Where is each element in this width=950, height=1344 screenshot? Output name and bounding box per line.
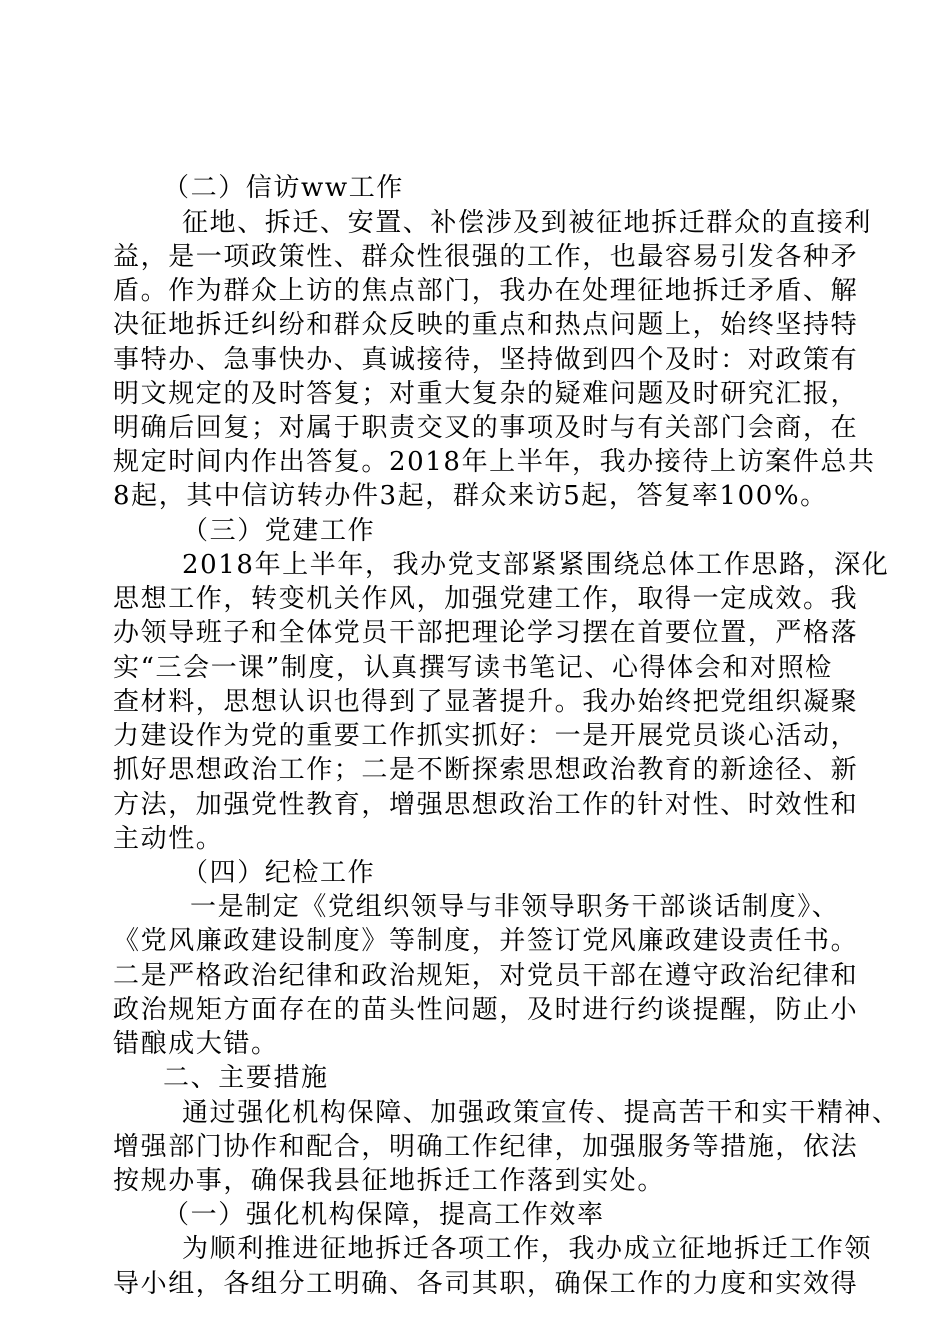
paragraph-line: 主动性。	[113, 824, 224, 854]
paragraph-line: 2018年上半年，我办党支部紧紧围绕总体工作思路，深化	[182, 550, 890, 580]
paragraph-line: 力建设作为党的重要工作抓实抓好：一是开展党员谈心活动，	[113, 721, 859, 751]
paragraph-line: 增强部门协作和配合，明确工作纪律，加强服务等措施，依法	[113, 1132, 859, 1162]
paragraph-line: 通过强化机构保障、加强政策宣传、提高苦干和实干精神、	[182, 1098, 900, 1128]
paragraph-line: 益，是一项政策性、群众性很强的工作，也最容易引发各种矛	[113, 242, 859, 272]
paragraph-line: 规定时间内作出答复。2018年上半年，我办接待上访案件总共	[113, 447, 876, 477]
heading-strengthen-institutions: （一）强化机构保障，提高工作效率	[163, 1200, 605, 1230]
paragraph-line: 明文规定的及时答复；对重大复杂的疑难问题及时研究汇报，	[113, 379, 859, 409]
paragraph-line: 盾。作为群众上访的焦点部门，我办在处理征地拆迁矛盾、解	[113, 276, 859, 306]
heading-party-building: （三）党建工作	[182, 516, 376, 546]
paragraph-line: 一是制定《党组织领导与非领导职务干部谈话制度》、	[190, 892, 840, 922]
paragraph-line: 明确后回复；对属于职责交叉的事项及时与有关部门会商，在	[113, 413, 859, 443]
paragraph-line: 查材料，思想认识也得到了显著提升。我办始终把党组织凝聚	[113, 687, 859, 717]
paragraph-line: 导小组，各组分工明确、各司其职，确保工作的力度和实效得	[113, 1269, 859, 1299]
paragraph-line: 思想工作，转变机关作风，加强党建工作，取得一定成效。我	[113, 584, 859, 614]
paragraph-line: 错酿成大错。	[113, 1029, 279, 1059]
paragraph-line: 为顺利推进征地拆迁各项工作，我办成立征地拆迁工作领	[182, 1234, 873, 1264]
paragraph-line: 实“三会一课”制度，认真撰写读书笔记、心得体会和对照检	[113, 653, 833, 683]
paragraph-line: 办领导班子和全体党员干部把理论学习摆在首要位置，严格落	[113, 618, 859, 648]
heading-discipline-inspection: （四）纪检工作	[182, 858, 376, 888]
paragraph-line: 抓好思想政治工作；二是不断探索思想政治教育的新途径、新	[113, 755, 859, 785]
paragraph-line: 方法，加强党性教育，增强思想政治工作的针对性、时效性和	[113, 790, 859, 820]
paragraph-line: 按规办事，确保我县征地拆迁工作落到实处。	[113, 1166, 666, 1196]
paragraph-line: 决征地拆迁纠纷和群众反映的重点和热点问题上，始终坚持特	[113, 310, 859, 340]
paragraph-line: 二是严格政治纪律和政治规矩，对党员干部在遵守政治纪律和	[113, 961, 859, 991]
heading-main-measures: 二、主要措施	[163, 1063, 329, 1093]
paragraph-line: 征地、拆迁、安置、补偿涉及到被征地拆迁群众的直接利	[182, 208, 873, 238]
heading-petition-work: （二）信访ww工作	[163, 173, 404, 203]
paragraph-line: 《党风廉政建设制度》等制度，并签订党风廉政建设责任书。	[113, 926, 859, 956]
paragraph-line: 政治规矩方面存在的苗头性问题，及时进行约谈提醒，防止小	[113, 995, 859, 1025]
paragraph-line: 8起，其中信访转办件3起，群众来访5起，答复率100%。	[113, 481, 828, 511]
paragraph-line: 事特办、急事快办、真诚接待，坚持做到四个及时：对政策有	[113, 345, 859, 375]
